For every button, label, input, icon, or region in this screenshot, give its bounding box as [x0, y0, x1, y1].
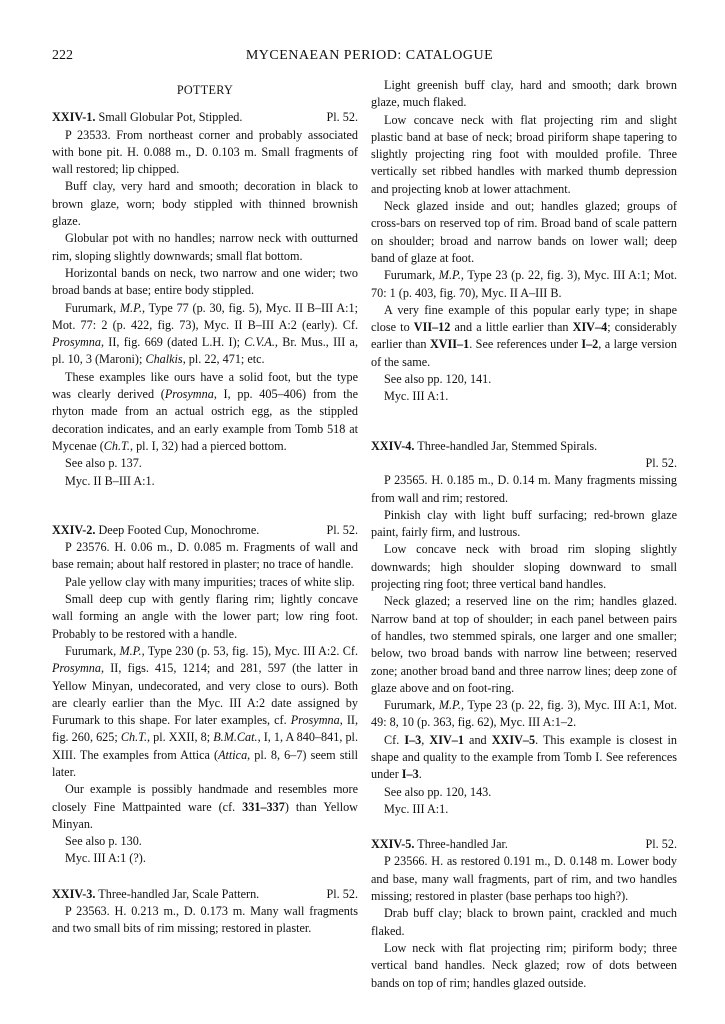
spacer — [52, 490, 358, 508]
catalogue-entry — [371, 438, 677, 819]
entry-paragraph: Globular pot with no handles; narrow neck with outturned rim, sloping slightly downwards; small flat bottom. — [52, 231, 358, 263]
entry-paragraph: Low neck with flat projecting rim; piriform body; three vertical band handles. Neck glazed; row of dots between bands on top of rim; handles glazed outside. — [371, 940, 677, 990]
catalogue-entry-continued — [371, 77, 677, 406]
entry-paragraph: These examples like ours have a solid foot, but the type was clearly derived (Prosymna, I, pp. 405–406) from the rhyton made from an actual ostrich egg, as the stippled decoration indicates, and an early example from Tomb 518 at Mycenae (Ch.T., pl. I, 32) had a pierced bottom. — [52, 369, 358, 453]
page-number: 222 — [52, 48, 73, 63]
entry-paragraph: See also p. 137. — [65, 456, 142, 471]
entry-date: Myc. III A:1. — [384, 801, 449, 816]
spacer — [371, 818, 677, 836]
spacer — [52, 508, 358, 522]
entry-date: Myc. II B–III A:1. — [65, 473, 155, 488]
running-title: MYCENAEAN PERIOD: CATALOGUE — [245, 48, 494, 63]
entry-paragraph: Horizontal bands on neck, two narrow and one wider; two broad bands at base; entire body stippled. — [52, 265, 358, 298]
entry-id: XXIV-1. — [52, 110, 96, 125]
plate-reference: Pl. 52. — [326, 522, 358, 537]
entry-paragraph: Buff clay, very hard and smooth; decoration in black to brown glaze, worn; body stippled with thinned brownish glaze. — [52, 179, 358, 229]
spacer — [371, 424, 677, 438]
entry-paragraph: Cf. I–3, XIV–1 and XXIV–5. This example is closest in shape and quality to the example from Tomb I. See references under I–3. — [371, 732, 678, 782]
plate-reference: Pl. 52. — [326, 886, 358, 901]
entry-paragraph: P 23576. H. 0.06 m., D. 0.085 m. Fragments of wall and base remain; about half restored in plaster; no trace of handle. — [52, 540, 358, 572]
entry-paragraph: Drab buff clay; black to brown paint, crackled and much flaked. — [371, 906, 677, 938]
entry-heading — [371, 438, 677, 473]
entry-id: XXIV-3. — [52, 886, 96, 901]
entry-title: Three-handled Jar, Stemmed Spirals. — [417, 438, 598, 453]
spacer — [52, 868, 358, 886]
entry-title: Three-handled Jar. — [417, 837, 508, 852]
entry-paragraph: Furumark, M.P., Type 230 (p. 53, fig. 15), Myc. III A:2. Cf. Prosymna, II, figs. 415, 1214; and 281, 597 (the latter in Yellow Minyan, undecorated, and very close to ours). Both are clearly earlier than the Myc. III A:2 date assigned by Furumark to this shape. For later examples, cf. Prosymna, II, fig. 260, 625; Ch.T., pl. XXII, 8; B.M.Cat., I, 1, A 840–841, pl. XIII. The examples from Attica (Attica, pl. 8, 6–7) seem still later. — [52, 643, 358, 779]
spacer — [371, 406, 677, 424]
entry-paragraph: Low concave neck with flat projecting rim and slight plastic band at base of neck; broad piriform shape tapering to slightly projecting ring foot with moulded profile. Three vertically set ribbed handles with marked thumb depression and projecting knob at lower attachment. — [371, 112, 677, 196]
entry-paragraph: Our example is possibly handmade and resembles more closely Fine Mattpainted ware (cf. 331–337) than Yellow Minyan. — [52, 782, 358, 831]
entry-paragraph: A very fine example of this popular early type; in shape close to VII–12 and a little earlier than XIV–4; considerably earlier than XVII–1. See references under I–2, a large version of the same. — [371, 302, 677, 369]
page-header — [52, 48, 675, 68]
catalogue-entry — [52, 109, 358, 490]
entry-paragraph: Furumark, M.P., Type 77 (p. 30, fig. 5), Myc. II B–III A:1; Mot. 77: 2 (p. 422, fig. 73), Myc. II B–III A:2 (early). Cf. Prosymna, II, fig. 669 (dated L.H. I); C.V.A., Br. Mus., III a, pl. 10, 3 (Maroni); Chalkis, pl. 22, 471; etc. — [52, 300, 358, 367]
left-column — [52, 82, 358, 938]
entry-paragraph: See also pp. 120, 141. — [384, 372, 492, 387]
entry-paragraph: Small deep cup with gently flaring rim; lightly concave wall forming an angle with the lower part; low ring foot. Probably to be restored with a handle. — [52, 592, 358, 641]
entry-date: Myc. III A:1. — [384, 389, 449, 404]
right-column — [371, 77, 677, 992]
entry-paragraph: Neck glazed; a reserved line on the rim; handles glazed. Narrow band at top of shoulder; in each panel between pairs of handles, two stemmed spirals, one larger and one smaller; below, two broad bands with narrow line between; reserved zone; another broad band and three narrow lines; deep zone of glaze above and on foot-ring. — [371, 594, 677, 695]
entry-heading — [52, 886, 358, 903]
plate-reference: Pl. 52. — [645, 455, 677, 470]
entry-paragraph: See also pp. 120, 143. — [384, 784, 492, 799]
entry-paragraph: P 23565. H. 0.185 m., D. 0.14 m. Many fragments missing from wall and rim; restored. — [371, 473, 677, 505]
section-title: POTTERY — [176, 83, 234, 97]
entry-heading — [52, 109, 358, 126]
entry-heading — [371, 836, 677, 853]
entry-title: Small Globular Pot, Stippled. — [98, 110, 243, 125]
entry-paragraph: Pinkish clay with light buff surfacing; red-brown glaze paint, fairly firm, and lustrous. — [371, 507, 677, 540]
catalogue-entry — [371, 836, 677, 992]
entry-paragraph: Pale yellow clay with many impurities; traces of white slip. — [65, 574, 355, 589]
entry-date: Myc. III A:1 (?). — [65, 851, 146, 866]
entry-id: XXIV-5. — [371, 837, 415, 852]
entry-id: XXIV-4. — [371, 438, 415, 453]
entry-paragraph: P 23566. H. as restored 0.191 m., D. 0.148 m. Lower body and base, many wall fragments, part of rim, and two handles missing; restored in plaster (base perhaps too high?). — [371, 854, 677, 904]
entry-paragraph: P 23563. H. 0.213 m., D. 0.173 m. Many wall fragments and two small bits of rim missing; restored in plaster. — [52, 904, 358, 936]
entry-paragraph: See also p. 130. — [65, 834, 142, 849]
entry-title: Deep Footed Cup, Monochrome. — [98, 522, 260, 537]
entry-id: XXIV-2. — [52, 522, 96, 537]
entry-paragraph: P 23533. From northeast corner and probably associated with bone pit. H. 0.088 m., D. 0.103 m. Small fragments of wall restored; lip chipped. — [52, 127, 358, 177]
entry-heading — [52, 522, 358, 539]
entry-paragraph: Furumark, M.P., Type 23 (p. 22, fig. 3), Myc. III A:1, Mot. 49: 8, 10 (p. 363, fig. 62), Myc. III A:1–2. — [371, 698, 677, 730]
entry-paragraph: Light greenish buff clay, hard and smooth; dark brown glaze, much flaked. — [371, 78, 677, 110]
catalogue-entry — [52, 886, 358, 938]
entry-title: Three-handled Jar, Scale Pattern. — [98, 886, 260, 901]
entry-paragraph: Low concave neck with broad rim sloping slightly downwards; high shoulder sloping downward to small projecting ring foot; three vertical band handles. — [371, 542, 677, 592]
entry-paragraph: Neck glazed inside and out; handles glazed; groups of cross-bars on reserved top of rim. Broad band of scale pattern on shoulder; broad and narrow bands on lower wall; deep band of glaze at foot. — [371, 199, 677, 265]
plate-reference: Pl. 52. — [645, 837, 677, 852]
plate-reference: Pl. 52. — [326, 110, 358, 125]
catalogue-entry — [52, 522, 358, 868]
entry-paragraph: Furumark, M.P., Type 23 (p. 22, fig. 3), Myc. III A:1; Mot. 70: 1 (p. 403, fig. 70), Myc. II A–III B. — [371, 268, 677, 300]
